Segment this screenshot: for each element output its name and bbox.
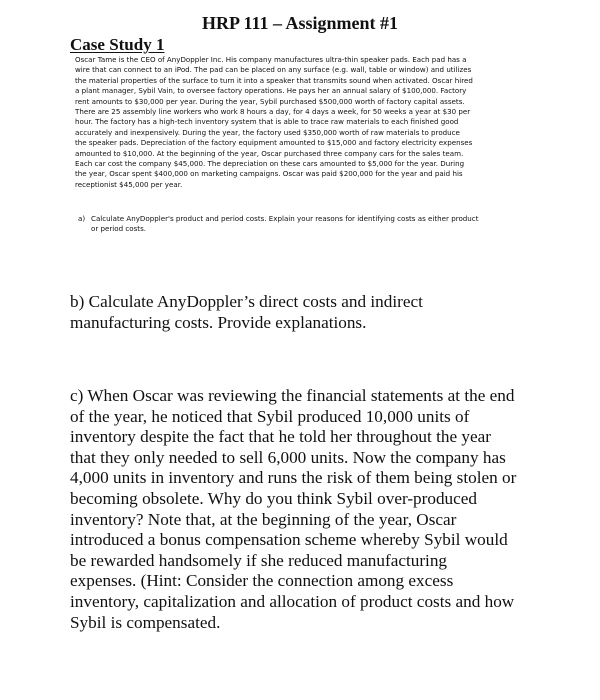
case-line: amounted to $10,000. At the beginning of the year, Oscar purchased three company cars for the sales team. [75,148,464,158]
case-line: There are 25 assembly line workers who work 8 hours a day, for 4 days a week, for 50 weeks a year at $30 per [75,107,471,117]
case-line: Each car cost the company $45,000. The depreciation on these cars amounted to $5,000 for the year. During [75,159,465,169]
question-c-line: Sybil is compensated. [70,612,221,632]
question-c [70,386,560,633]
case-line: rent amounts to $30,000 per year. During the year, Sybil purchased $500,000 worth of factory capital assets. [75,96,465,106]
case-line: hour. The factory has a high-tech inventory system that is able to trace raw materials to each finished good [75,117,459,127]
question-b-line: manufacturing costs. Provide explanations. [70,312,367,332]
question-c-line: introduced a bonus compensation scheme whereby Sybil would [70,530,508,550]
case-line: a plant manager, Sybil Vain, to oversee factory operations. He pays her an annual salary of $100,000. Factory [75,86,467,96]
case-study-body [75,55,535,190]
case-line: receptionist $45,000 per year. [75,179,183,189]
question-c-line: inventory, capitalization and allocation of product costs and how [70,591,515,611]
case-line: Oscar Tame is the CEO of AnyDoppler Inc. His company manufactures ultra-thin speaker pads. Each pad has a [75,55,467,64]
question-c-line: c) When Oscar was reviewing the financial statements at the end [70,386,515,405]
case-line: the speaker pads. Depreciation of the factory equipment amounted to $15,000 and factory electricity expenses [75,138,473,148]
question-c-line: expenses. (Hint: Consider the connection among excess [70,571,454,591]
case-line: accurately and inexpensively. During the year, the factory used $350,000 worth of raw materials to produce [75,127,460,137]
document-title: HRP 111 – Assignment #1 [201,13,399,33]
case-line: the material properties of the surface to turn it into a speaker that transmits sound when activated. Oscar hired [75,75,473,85]
question-c-line: inventory despite the fact that he told her throughout the year [70,427,491,447]
question-a-text [91,214,478,235]
question-b [70,292,550,333]
question-b-line: b) Calculate AnyDoppler’s direct costs and indirect [70,292,423,311]
question-c-line: becoming obsolete. Why do you think Sybil over-produced [70,488,477,508]
question-a-line: or period costs. [91,224,147,234]
question-a-line: Calculate AnyDoppler's product and period costs. Explain your reasons for identifying costs as either product [91,214,479,223]
question-c-line: be rewarded handsomely if she reduced manufacturing [70,550,448,570]
question-c-line: 4,000 units in inventory and runs the risk of them being stolen or [70,468,517,488]
question-a-marker: a) [78,214,86,223]
case-line: wire that can connect to an iPod. The pad can be placed on any surface (e.g. wall, table or window) and utilizes [75,65,472,75]
case-study-heading: Case Study 1 [70,35,165,54]
case-line: the year, Oscar spent $400,000 on marketing campaigns. Oscar was paid $200,000 for the year and paid his [75,169,463,179]
question-c-line: of the year, he noticed that Sybil produced 10,000 units of [70,406,470,426]
question-c-line: inventory? Note that, at the beginning of the year, Oscar [70,509,457,529]
question-c-line: that they only needed to sell 6,000 units. Now the company has [70,447,506,467]
